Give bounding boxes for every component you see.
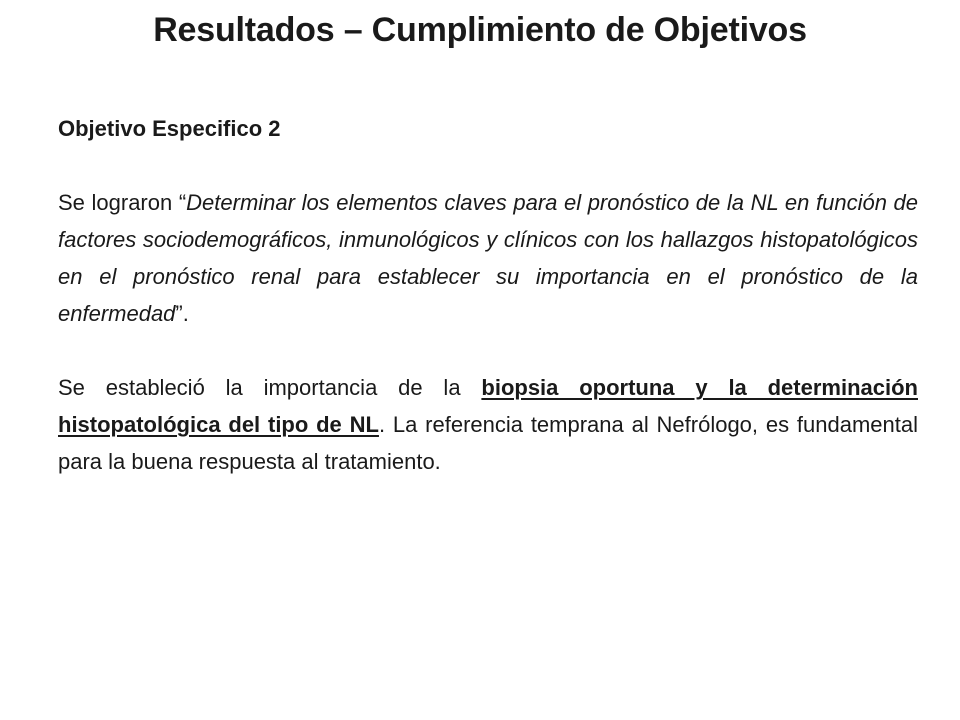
conclusion-paragraph-suffix: . La referencia temprana al Nefrólogo, es fundamental para la buena respuesta al tratamiento.	[58, 412, 918, 474]
conclusion-paragraph-prefix: Se estableció la importancia de la	[58, 375, 482, 400]
objective-heading: Objetivo Especifico 2	[58, 116, 281, 141]
objective-paragraph-suffix: ”.	[175, 301, 189, 326]
conclusion-emphasis: biopsia oportuna y la determinación histopatológica del tipo de NL	[58, 375, 918, 437]
objective-paragraph	[58, 184, 918, 332]
conclusion-paragraph	[58, 369, 918, 480]
objective-quote: Determinar los elementos claves para el pronóstico de la NL en función de factores sociodemográficos, inmunológicos y clínicos con los hallazgos histopatológicos en el pronóstico renal para establecer su importancia en el pronóstico de la enfermedad	[58, 190, 918, 326]
slide-title: Resultados – Cumplimiento de Objetivos	[153, 11, 807, 49]
objective-paragraph-prefix: Se lograron “	[58, 190, 187, 215]
slide-content	[58, 110, 918, 517]
